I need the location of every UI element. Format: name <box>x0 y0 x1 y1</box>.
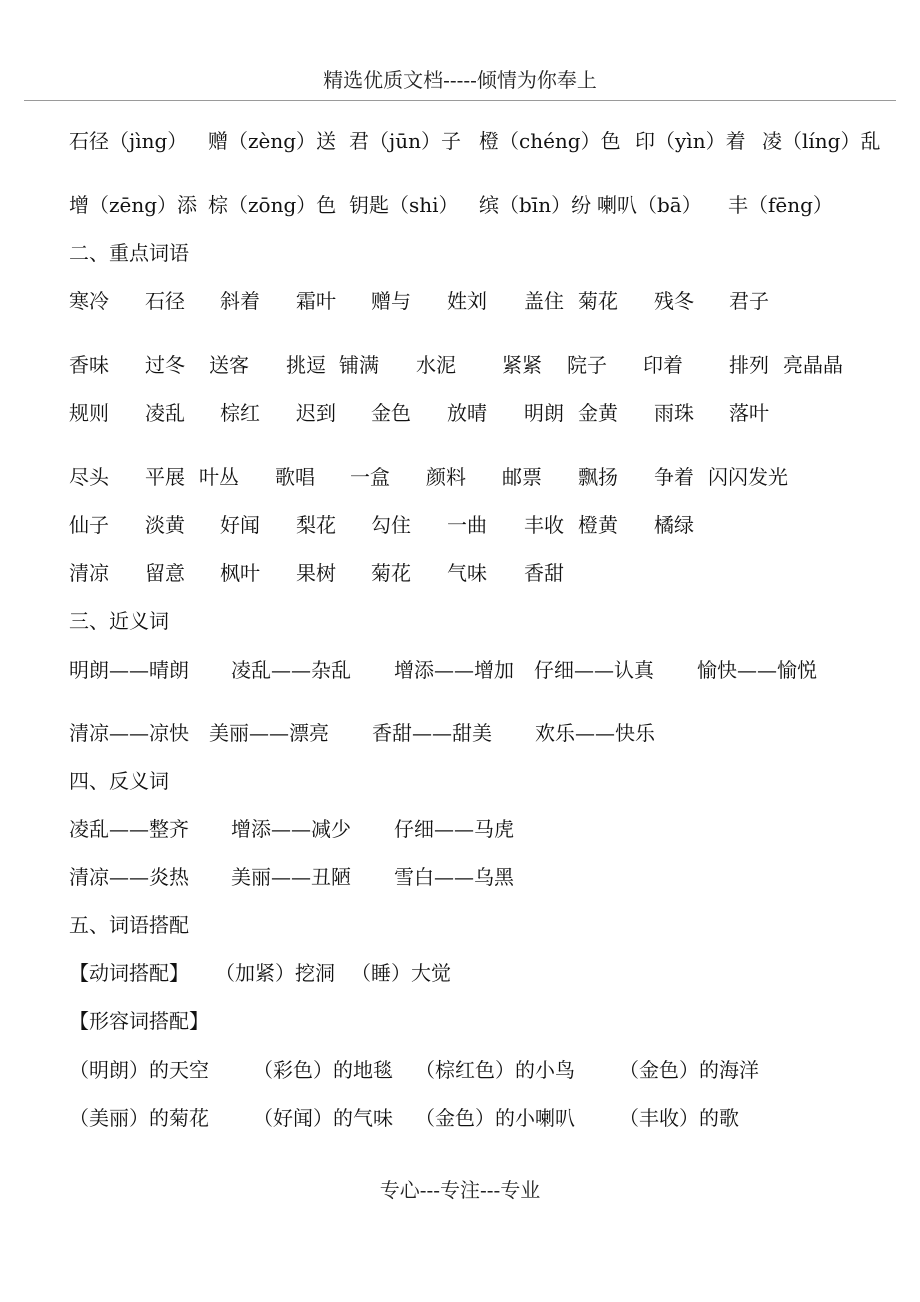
section-heading-collocations: 五、词语搭配 <box>69 913 189 937</box>
word-item: 留意 <box>145 561 185 585</box>
word-item: 斜着 <box>220 289 260 313</box>
pinyin-word: 君（jūn）子 <box>349 129 461 153</box>
word-item: 棕红 <box>220 401 260 425</box>
word-item: 送客 <box>209 353 249 377</box>
word-item: 紧紧 <box>502 353 542 377</box>
synonym-pair: 明朗——晴朗 <box>69 658 189 682</box>
word-item: 一盒 <box>350 465 390 489</box>
word-item: 霜叶 <box>296 289 336 313</box>
word-item: 盖住 <box>524 289 564 313</box>
synonym-pair: 香甜——甜美 <box>372 721 492 745</box>
word-item: 一曲 <box>447 513 487 537</box>
page-footer: 专心---专注---专业 <box>379 1178 541 1202</box>
synonym-pair: 美丽——漂亮 <box>209 721 329 745</box>
pinyin-word: 棕（zōng）色 <box>208 193 337 217</box>
collocation-item: （加紧）挖洞 <box>215 961 335 985</box>
word-item: 尽头 <box>69 465 109 489</box>
word-item: 好闻 <box>220 513 260 537</box>
synonym-pair: 增添——增加 <box>394 658 514 682</box>
synonym-pair: 仔细——认真 <box>534 658 654 682</box>
word-item: 邮票 <box>502 465 542 489</box>
collocation-item: （金色）的海洋 <box>619 1058 759 1082</box>
word-item: 气味 <box>447 561 487 585</box>
collocation-item: （彩色）的地毯 <box>253 1058 393 1082</box>
word-item: 闪闪发光 <box>708 465 788 489</box>
word-item: 淡黄 <box>145 513 185 537</box>
section-heading-antonyms: 四、反义词 <box>69 769 169 793</box>
word-item: 亮晶晶 <box>783 353 843 377</box>
pinyin-word: 增（zēng）添 <box>69 193 198 217</box>
word-item: 果树 <box>296 561 336 585</box>
collocation-item: （好闻）的气味 <box>253 1106 393 1130</box>
word-item: 赠与 <box>371 289 411 313</box>
word-item: 放晴 <box>447 401 487 425</box>
antonym-pair: 凌乱——整齐 <box>69 817 189 841</box>
synonym-pair: 凌乱——杂乱 <box>231 658 351 682</box>
collocation-item: （金色）的小喇叭 <box>415 1106 575 1130</box>
word-item: 挑逗 <box>286 353 326 377</box>
word-item: 铺满 <box>339 353 379 377</box>
word-item: 金色 <box>371 401 411 425</box>
word-item: 凌乱 <box>145 401 185 425</box>
word-item: 过冬 <box>145 353 185 377</box>
verb-collocation-heading: 【动词搭配】 <box>69 961 189 985</box>
word-item: 菊花 <box>371 561 411 585</box>
section-heading-key-words: 二、重点词语 <box>69 241 189 265</box>
word-item: 香味 <box>69 353 109 377</box>
collocation-item: （美丽）的菊花 <box>69 1106 209 1130</box>
word-item: 颜料 <box>426 465 466 489</box>
word-item: 清凉 <box>69 561 109 585</box>
pinyin-word: 凌（líng）乱 <box>762 129 881 153</box>
word-item: 橙黄 <box>578 513 618 537</box>
synonym-pair: 愉快——愉悦 <box>697 658 817 682</box>
pinyin-word: 钥匙（shi） <box>349 193 459 217</box>
word-item: 印着 <box>643 353 683 377</box>
adjective-collocation-heading: 【形容词搭配】 <box>69 1009 209 1033</box>
pinyin-word: 石径（jìng） <box>69 129 188 153</box>
pinyin-word: 喇叭（bā） <box>597 193 702 217</box>
word-item: 仙子 <box>69 513 109 537</box>
word-item: 梨花 <box>296 513 336 537</box>
word-item: 残冬 <box>654 289 694 313</box>
word-item: 君子 <box>729 289 769 313</box>
antonym-pair: 仔细——马虎 <box>394 817 514 841</box>
word-item: 金黄 <box>578 401 618 425</box>
word-item: 姓刘 <box>447 289 487 313</box>
collocation-item: （睡）大觉 <box>351 961 451 985</box>
pinyin-word: 赠（zèng）送 <box>208 129 337 153</box>
word-item: 寒冷 <box>69 289 109 313</box>
word-item: 平展 <box>145 465 185 489</box>
synonym-pair: 清凉——凉快 <box>69 721 189 745</box>
collocation-item: （棕红色）的小鸟 <box>415 1058 575 1082</box>
pinyin-word: 橙（chéng）色 <box>479 129 621 153</box>
word-item: 橘绿 <box>654 513 694 537</box>
pinyin-word: 丰（fēng） <box>728 193 833 217</box>
word-item: 香甜 <box>524 561 564 585</box>
word-item: 排列 <box>729 353 769 377</box>
word-item: 争着 <box>654 465 694 489</box>
word-item: 枫叶 <box>220 561 260 585</box>
antonym-pair: 增添——减少 <box>231 817 351 841</box>
header-divider <box>24 100 896 101</box>
synonym-pair: 欢乐——快乐 <box>535 721 655 745</box>
word-item: 雨珠 <box>654 401 694 425</box>
antonym-pair: 雪白——乌黑 <box>394 865 514 889</box>
word-item: 落叶 <box>729 401 769 425</box>
antonym-pair: 美丽——丑陋 <box>231 865 351 889</box>
word-item: 勾住 <box>371 513 411 537</box>
word-item: 规则 <box>69 401 109 425</box>
section-heading-synonyms: 三、近义词 <box>69 609 169 633</box>
collocation-item: （丰收）的歌 <box>619 1106 739 1130</box>
word-item: 丰收 <box>524 513 564 537</box>
word-item: 明朗 <box>524 401 564 425</box>
word-item: 院子 <box>567 353 607 377</box>
word-item: 石径 <box>145 289 185 313</box>
pinyin-word: 印（yìn）着 <box>635 129 746 153</box>
word-item: 水泥 <box>416 353 456 377</box>
word-item: 迟到 <box>296 401 336 425</box>
word-item: 菊花 <box>578 289 618 313</box>
collocation-item: （明朗）的天空 <box>69 1058 209 1082</box>
pinyin-word: 缤（bīn）纷 <box>479 193 592 217</box>
word-item: 叶丛 <box>199 465 239 489</box>
page-header: 精选优质文档-----倾情为你奉上 <box>323 68 597 92</box>
word-item: 歌唱 <box>275 465 315 489</box>
word-item: 飘扬 <box>578 465 618 489</box>
antonym-pair: 清凉——炎热 <box>69 865 189 889</box>
